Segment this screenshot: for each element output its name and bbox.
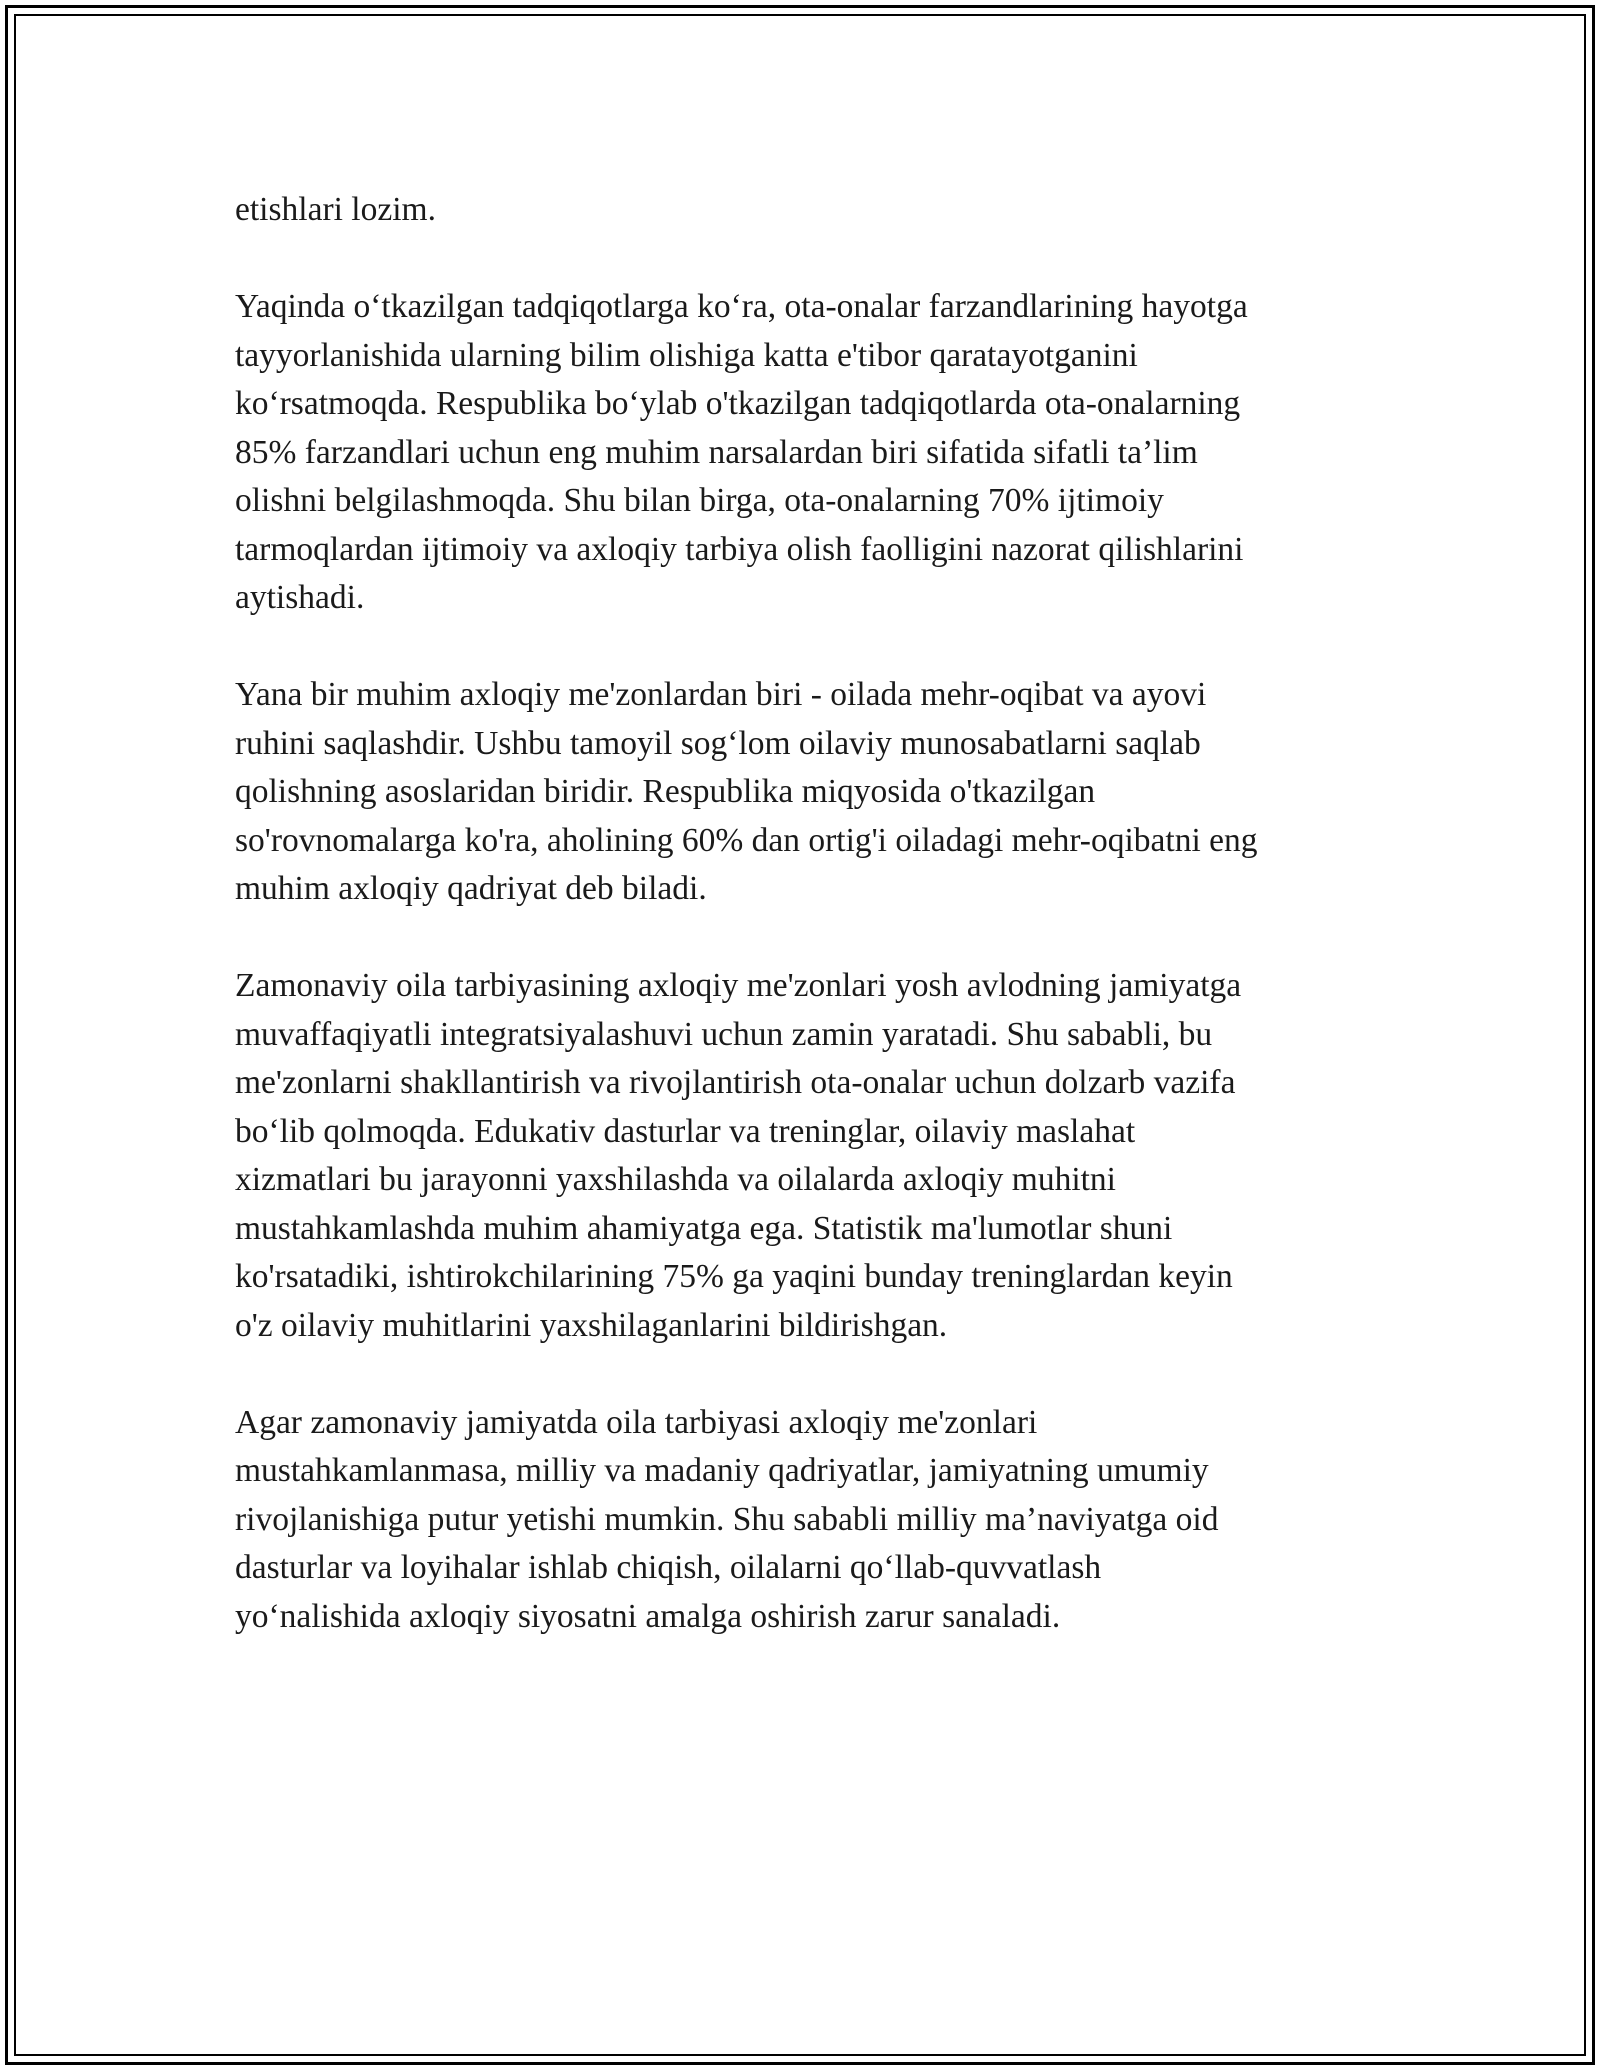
paragraph-3: Yana bir muhim axloqiy me'zonlardan biri - oilada mehr-oqibat va ayovi ruhini saqlashdir. Ushbu tamoyil sog‘lom oilaviy munosabatlarni saqlab qolishning asoslaridan biridir. Respublika miqyosida o'tkazilgan so'rovnomalarga ko'ra, aholining 60% dan ortig'i oiladagi mehr-oqibatni eng muhim axloqiy qadriyat deb biladi. [235,676,1258,907]
paragraph-5: Agar zamonaviy jamiyatda oila tarbiyasi axloqiy me'zonlari mustahkamlanmasa, milliy va madaniy qadriyatlar, jamiyatning umumiy rivojlanishiga putur yetishi mumkin. Shu sababli milliy ma’naviyatga oid dasturlar va loyihalar ishlab chiqish, oilalarni qo‘llab-quvvatlash yo‘nalishida axloqiy siyosatni amalga oshirish zarur sanaladi. [235,1403,1219,1635]
document-body [235,186,1370,1690]
paragraph-1: etishlari lozim. [235,191,436,228]
paragraph-2: Yaqinda o‘tkazilgan tadqiqotlarga ko‘ra, ota-onalar farzandlarining hayotga tayyorlanishida ularning bilim olishiga katta e'tibor qaratayotganini ko‘rsatmoqda. Respublika bo‘ylab o'tkazilgan tadqiqotlarda ota-onalarning 85% farzandlari uchun eng muhim narsalardan biri sifatida sifatli ta’lim olishni belgilashmoqda. Shu bilan birga, ota-onalarning 70% ijtimoiy tarmoqlardan ijtimoiy va axloqiy tarbiya olish faolligini nazorat qilishlarini aytishadi. [235,288,1248,616]
paragraph-4: Zamonaviy oila tarbiyasining axloqiy me'zonlari yosh avlodning jamiyatga muvaffaqiyatli integratsiyalashuvi uchun zamin yaratadi. Shu sababli, bu me'zonlarni shakllantirish va rivojlantirish ota-onalar uchun dolzarb vazifa bo‘lib qolmoqda. Edukativ dasturlar va treninglar, oilaviy maslahat xizmatlari bu jarayonni yaxshilashda va oilalarda axloqiy muhitni mustahkamlashda muhim ahamiyatga ega. Statistik ma'lumotlar shuni ko'rsatadiki, ishtirokchilarining 75% ga yaqini bunday treninglardan keyin o'z oilaviy muhitlarini yaxshilaganlarini bildirishgan. [235,967,1242,1344]
